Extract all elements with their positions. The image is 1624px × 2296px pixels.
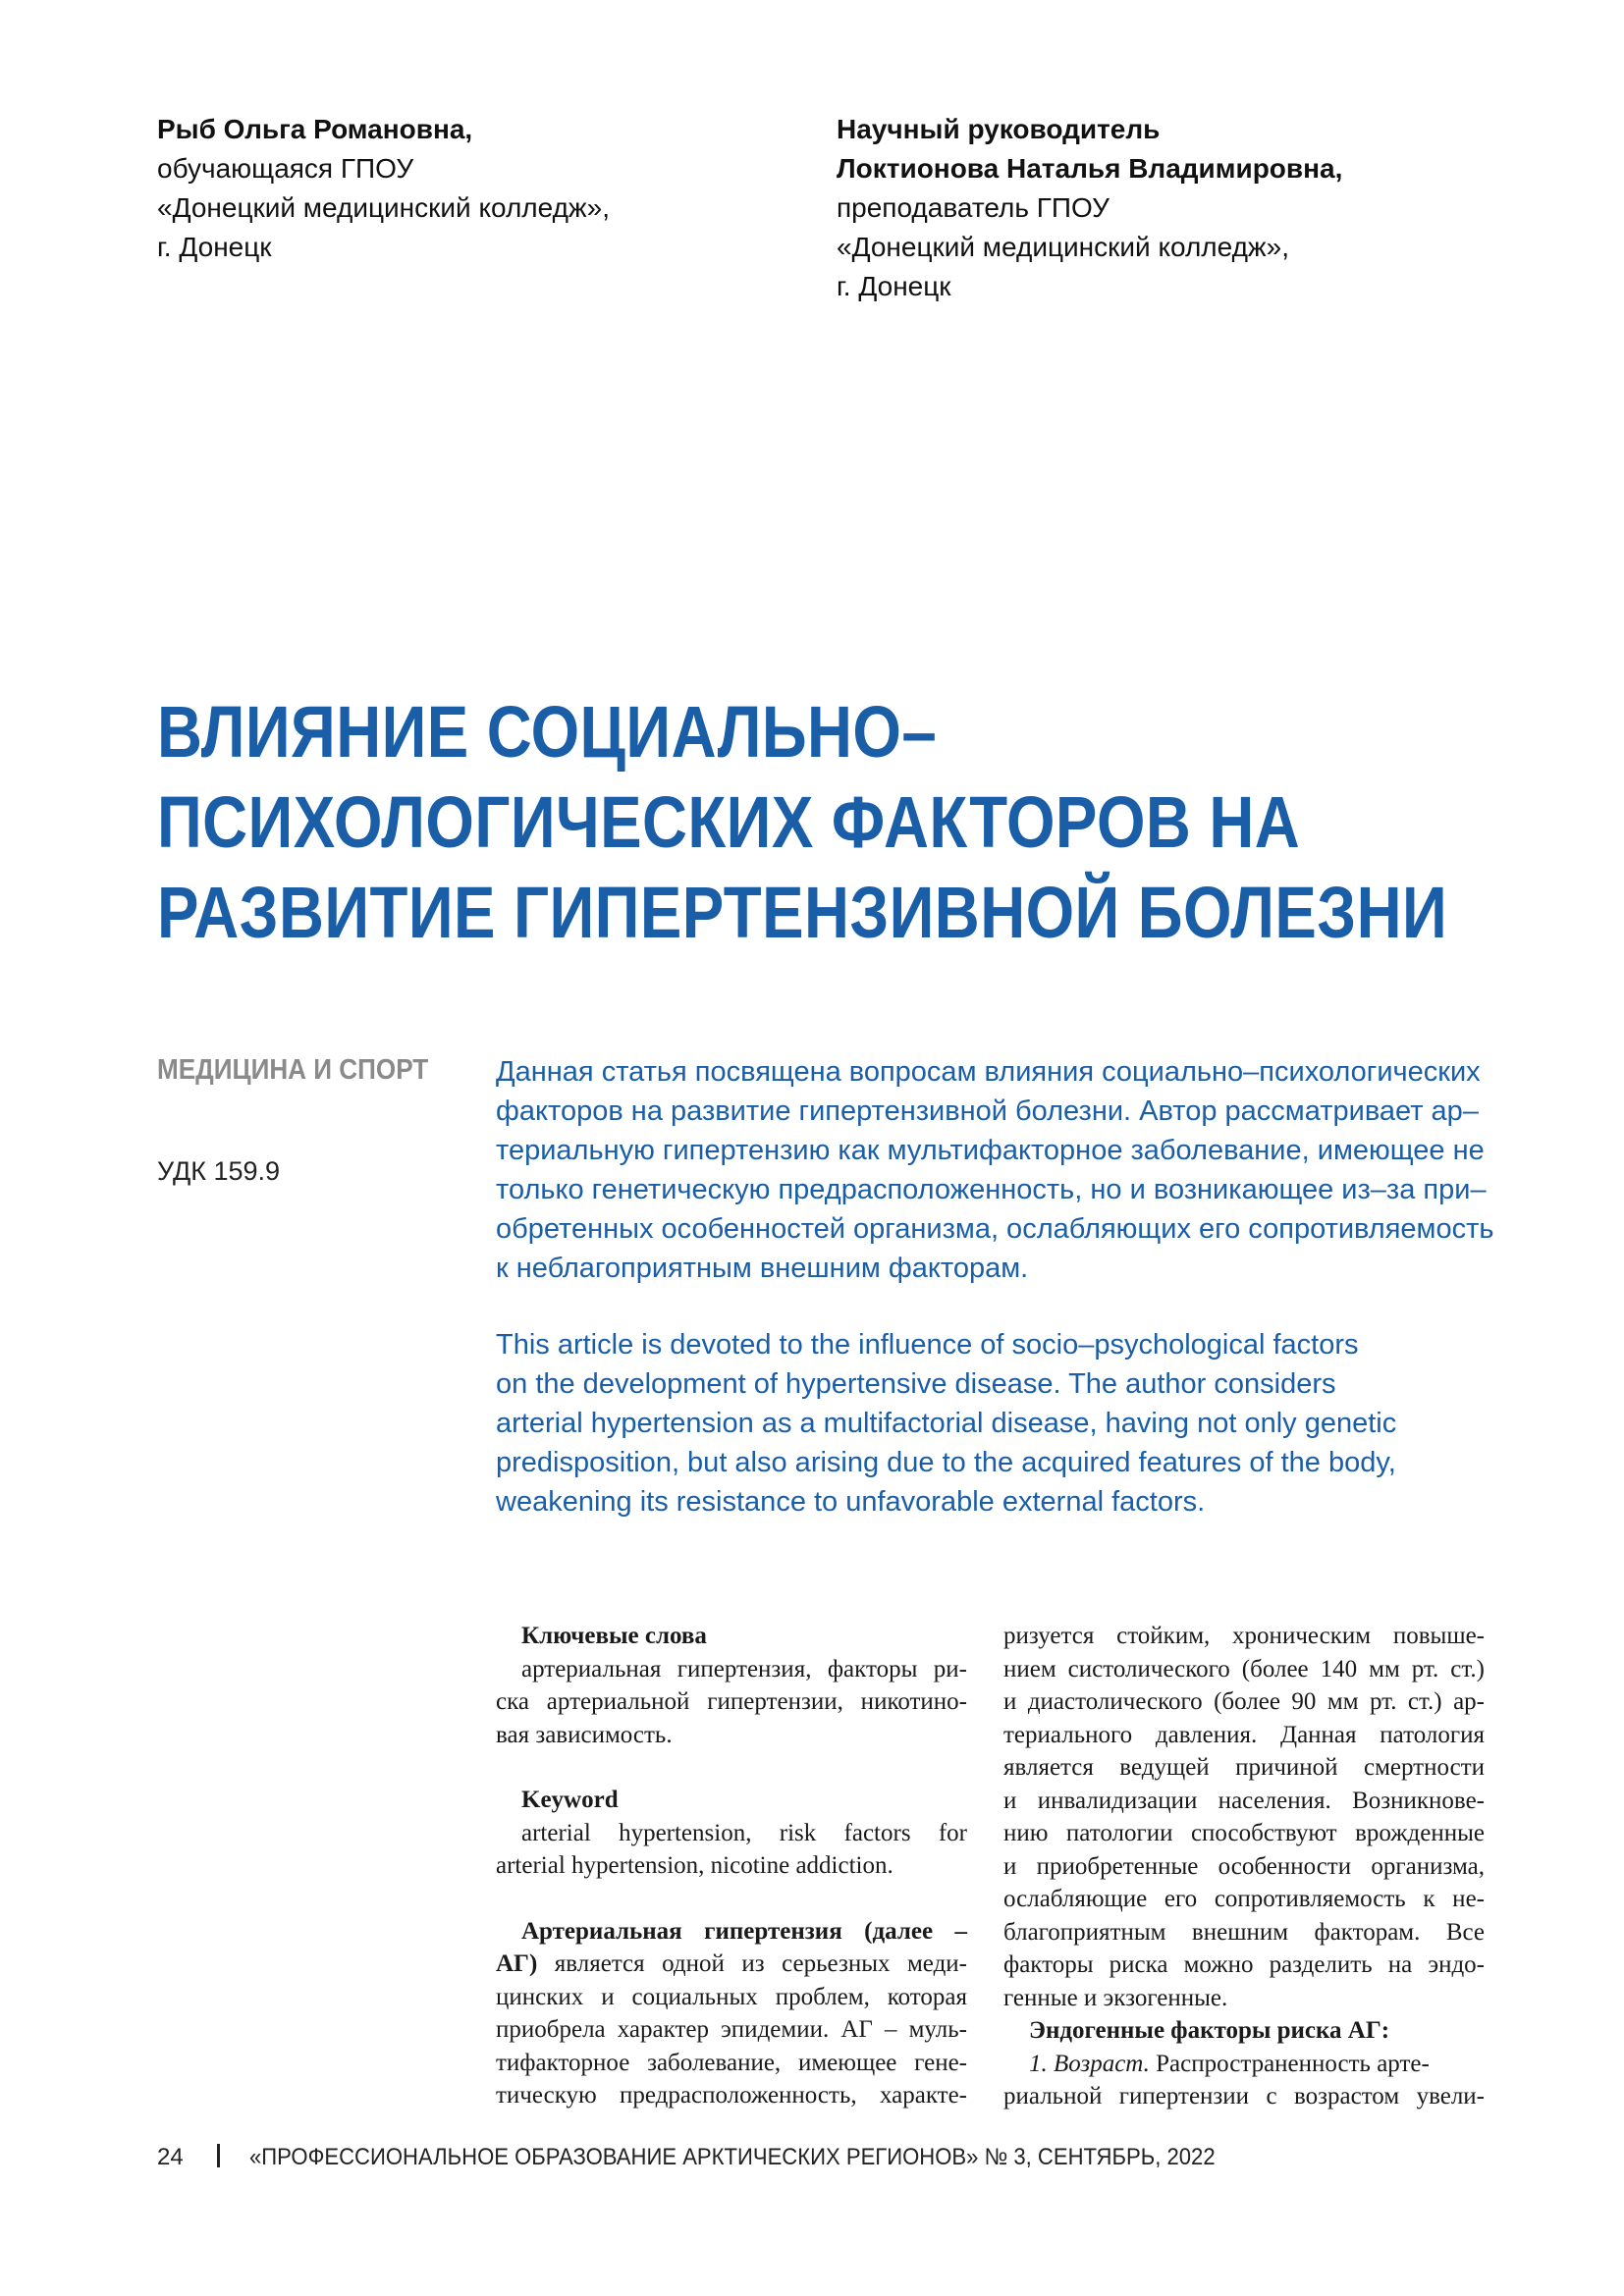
intro-line: тическую предрасположенность, характе- [496, 2082, 967, 2109]
abstract-line: predisposition, but also arising due to the acquired features of the body, [496, 1447, 1396, 1478]
keyword-line: arterial hypertension, risk factors for [521, 1819, 967, 1846]
intro-line [496, 1948, 967, 1981]
body-line: генные и экзогенные. [1003, 1984, 1228, 2011]
author-affiliation-line: «Донецкий медицинский колледж», [157, 192, 611, 223]
list-item-text: Распространенность арте- [1149, 2050, 1430, 2077]
body-line: факторы риска можно разделить на эндо- [1003, 1951, 1485, 1978]
abstract-line: weakening its resistance to unfavorable external factors. [496, 1486, 1206, 1518]
author-block [157, 110, 707, 267]
section-subheading: Эндогенные факторы риска АГ: [1029, 2017, 1390, 2044]
title-line: РАЗВИТИЕ ГИПЕРТЕНЗИВНОЙ БОЛЕЗНИ [157, 872, 1448, 953]
abstract-line: териальную гипертензию как мультифакторное заболевание, имеющее не [496, 1135, 1485, 1166]
supervisor-block [837, 110, 1445, 306]
title-line: ПСИХОЛОГИЧЕСКИХ ФАКТОРОВ НА [157, 781, 1301, 863]
keyword-line: arterial hypertension, nicotine addiction. [496, 1852, 893, 1879]
intro-term: Артериальная гипертензия (далее – [521, 1917, 967, 1945]
udk-code: УДК 159.9 [157, 1156, 281, 1186]
body-line: нию патологии способствуют врожденные [1003, 1820, 1485, 1846]
rubric-label: МЕДИЦИНА И СПОРТ [157, 1054, 429, 1086]
body-line: и инвалидизации населения. Возникнове- [1003, 1787, 1485, 1814]
author-name: Рыб Ольга Романовна, [157, 114, 473, 144]
abstract-english [496, 1325, 1497, 1522]
body-line: благоприятным внешним факторам. Все [1003, 1918, 1485, 1946]
list-item-line [1003, 2048, 1485, 2081]
body-line: териального давления. Данная патология [1003, 1721, 1485, 1748]
body-line: ризуется стойким, хроническим повыше- [1003, 1623, 1485, 1649]
intro-abbrev: АГ) [496, 1950, 538, 1977]
list-item-label: 1. Возраст. [1029, 2050, 1150, 2077]
author-affiliation-line: обучающаяся ГПОУ [157, 153, 414, 184]
abstract-line: on the development of hypertensive disease. The author considers [496, 1368, 1336, 1400]
intro-text: является одной из серьезных меди- [537, 1950, 967, 1977]
intro-line: приобрела характер эпидемии. АГ – муль- [496, 2016, 967, 2043]
keywords-line: ска артериальной гипертензии, никотино- [496, 1688, 967, 1715]
keyword-heading: Keyword [521, 1787, 619, 1813]
keywords-heading: Ключевые слова [521, 1623, 707, 1649]
intro-line: тифакторное заболевание, имеющее гене- [496, 2049, 967, 2076]
intro-line: цинских и социальных проблем, которая [496, 1983, 967, 2010]
author-affiliation-line: г. Донецк [157, 232, 272, 262]
body-line: нием систолического (более 140 мм рт. ст.) [1003, 1655, 1485, 1682]
supervisor-affiliation-line: «Донецкий медицинский колледж», [837, 232, 1290, 262]
abstract-line: обретенных особенностей организма, ослабляющих его сопротивляемость [496, 1213, 1494, 1245]
supervisor-role: Научный руководитель [837, 114, 1161, 144]
abstract-line: Данная статья посвящена вопросам влияния социально–психологических [496, 1056, 1481, 1088]
journal-info: «ПРОФЕССИОНАЛЬНОЕ ОБРАЗОВАНИЕ АРКТИЧЕСКИХ РЕГИОНОВ» № 3, СЕНТЯБРЬ, 2022 [248, 2144, 1216, 2170]
keywords-line: артериальная гипертензия, факторы ри- [521, 1655, 967, 1682]
abstract-line: к неблагоприятным внешним факторам. [496, 1253, 1029, 1284]
footer-divider [217, 2144, 220, 2167]
body-column-right [1003, 1620, 1485, 2113]
abstract-russian [496, 1052, 1497, 1288]
body-line: риальной гипертензии с возрастом увели- [1003, 2083, 1485, 2109]
supervisor-name: Локтионова Наталья Владимировна, [837, 153, 1343, 184]
supervisor-affiliation-line: г. Донецк [837, 271, 951, 301]
abstract-line: факторов на развитие гипертензивной болезни. Автор рассматривает ар– [496, 1095, 1479, 1127]
keywords-line: вая зависимость. [496, 1721, 673, 1748]
abstract-line: arterial hypertension as a multifactorial disease, having not only genetic [496, 1408, 1397, 1439]
abstract-line: только генетическую предрасположенность, но и возникающее из–за при– [496, 1174, 1487, 1205]
article-title [157, 687, 1512, 958]
title-line: ВЛИЯНИЕ СОЦИАЛЬНО– [157, 691, 938, 773]
body-line: и приобретенные особенности организма, [1003, 1852, 1485, 1880]
body-line: и диастолического (более 90 мм рт. ст.) ар- [1003, 1688, 1485, 1715]
abstract-line: This article is devoted to the influence of socio–psychological factors [496, 1329, 1359, 1361]
body-column-left [496, 1620, 967, 2112]
page-footer [157, 2144, 1299, 2171]
body-line: является ведущей причиной смертности [1003, 1754, 1485, 1781]
page-number: 24 [157, 2144, 184, 2170]
supervisor-affiliation-line: преподаватель ГПОУ [837, 192, 1110, 223]
body-line: ослабляющие его сопротивляемость к не- [1003, 1886, 1485, 1912]
